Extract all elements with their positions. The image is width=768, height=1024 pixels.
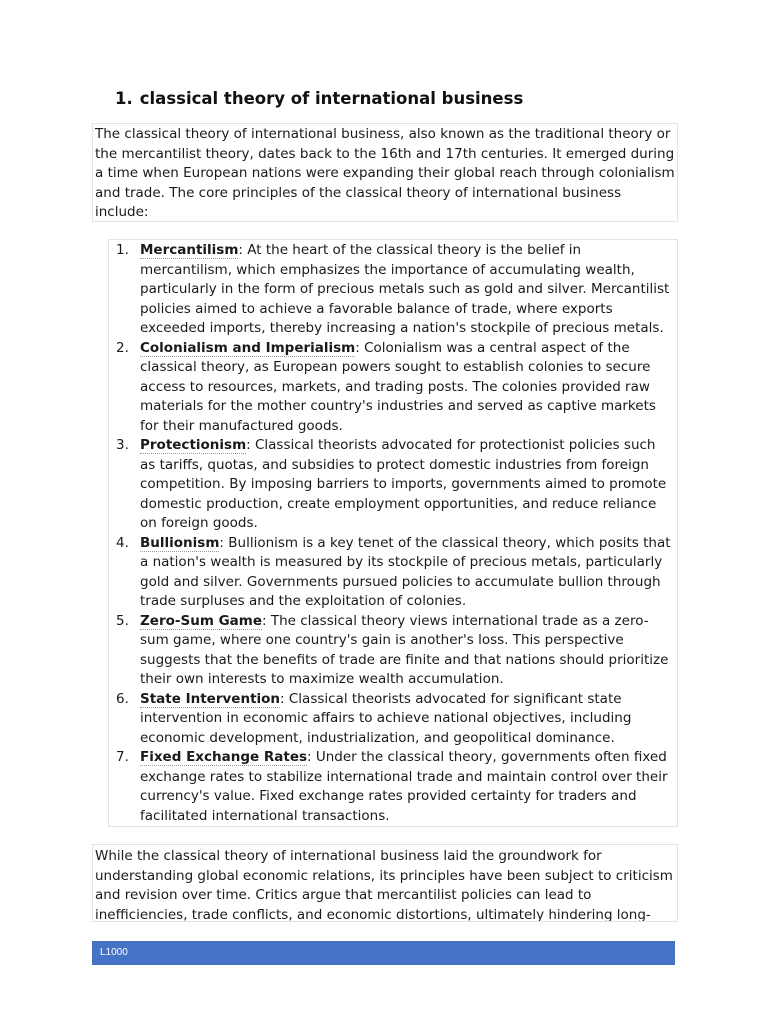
list-item-term[interactable]: State Intervention: [140, 690, 281, 707]
closing-paragraph: [92, 844, 678, 922]
intro-text: The classical theory of international business, also known as the traditional theory or the mercantilist theory, dates back to the 16th and 17th centuries. It emerged during a time when European nations were expanding their global reach through colonialism and trade. The core principles of the classical theory of international business include:: [95, 126, 675, 220]
list-item-text: : Classical theorists advocated for protectionist policies such as tariffs, quotas, and subsidies to protect domestic industries from foreign competition. By imposing barriers to imports, governments aimed to promote domestic production, create employment opportunities, and reduce reliance on foreign goods.: [140, 437, 667, 531]
list-item-bullionism: [109, 534, 677, 612]
list-item-number: 7.: [116, 749, 129, 765]
list-item-state-intervention: [109, 690, 677, 749]
list-item-mercantilism: [109, 241, 677, 339]
section-number: 1.: [115, 89, 133, 108]
list-item-text: : Bullionism is a key tenet of the classical theory, which posits that a nation's wealth is measured by its stockpile of precious metals, particularly gold and silver. Governments pursued policies to accumulate bullion through trade surpluses and the exploitation of colonies.: [140, 534, 671, 609]
list-item-text: : Classical theorists advocated for significant state intervention in economic affairs to achieve national objectives, including economic development, industrialization, and geopolitical dominance.: [140, 690, 632, 746]
principles-list: [109, 241, 677, 826]
list-item-number: 1.: [116, 242, 129, 258]
footer-bar: [92, 941, 675, 965]
list-item-term[interactable]: Colonialism and Imperialism: [140, 339, 356, 356]
list-item-number: 3.: [116, 437, 129, 453]
list-item-text: : Under the classical theory, governments often fixed exchange rates to stabilize international trade and maintain control over their currency's value. Fixed exchange rates provided certainty for traders and facilitated international transactions.: [140, 749, 668, 824]
list-item-term[interactable]: Protectionism: [140, 437, 247, 453]
list-item-text: : Colonialism was a central aspect of the classical theory, as European powers sought to establish colonies to secure access to resources, markets, and trading posts. The colonies provided raw materials for the mother country's industries and served as captive markets for their manufactured goods.: [140, 339, 656, 434]
section-title: classical theory of international business: [139, 89, 524, 108]
section-heading: [115, 88, 523, 110]
list-item-protectionism: [109, 436, 677, 534]
list-item-number: 4.: [116, 534, 129, 551]
list-item-number: 5.: [116, 612, 129, 629]
list-item-number: 6.: [116, 690, 129, 707]
list-item-term[interactable]: Mercantilism: [140, 242, 239, 258]
closing-text: While the classical theory of international business laid the groundwork for understanding global economic relations, its principles have been subject to criticism and revision over time. Critics argue that mercantilist policies can lead to inefficiencies, trade conflicts, and economic distortions, ultimately hindering long-: [95, 848, 673, 922]
list-item-text: : The classical theory views international trade as a zero-sum game, where one country's gain is another's loss. This perspective suggests that the benefits of trade are finite and that nations should prioritize their own interests to maximize wealth accumulation.: [140, 612, 669, 687]
footer-label: L1000: [100, 947, 128, 958]
principles-list-container: [108, 239, 678, 827]
list-item-fixed-exchange-rates: [109, 748, 677, 826]
list-item-colonialism: [109, 339, 677, 437]
list-item-number: 2.: [116, 339, 129, 356]
list-item-text: : At the heart of the classical theory is the belief in mercantilism, which emphasizes the importance of accumulating wealth, particularly in the form of precious metals such as gold and silver. Mercantilist policies aimed to achieve a favorable balance of trade, where exports exceeded imports, thereby increasing a nation's stockpile of precious metals.: [140, 242, 670, 336]
list-item-term[interactable]: Fixed Exchange Rates: [140, 749, 308, 765]
list-item-term[interactable]: Bullionism: [140, 534, 220, 551]
intro-paragraph: [92, 123, 678, 222]
list-item-term[interactable]: Zero-Sum Game: [140, 612, 262, 629]
list-item-zero-sum-game: [109, 612, 677, 690]
